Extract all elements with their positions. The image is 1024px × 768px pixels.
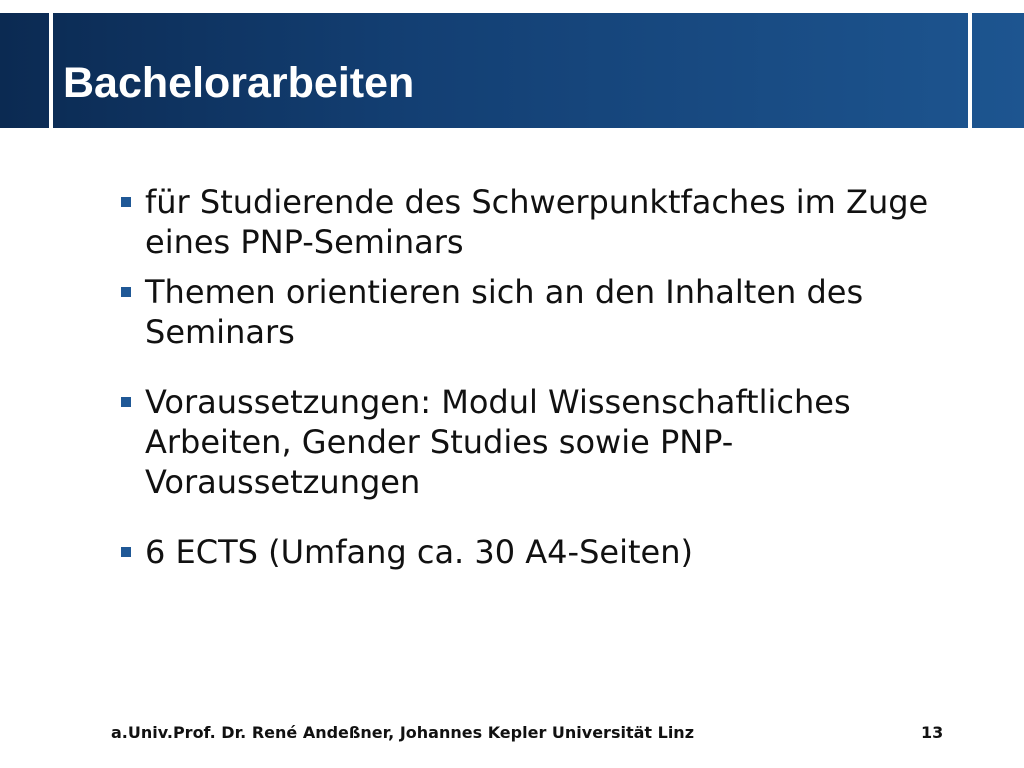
bullet-text: Themen orientieren sich an den Inhalten des Seminars bbox=[145, 273, 864, 351]
banner-divider-left bbox=[49, 13, 53, 128]
bullet-text: Voraussetzungen: Modul Wissenschaftliches Arbeiten, Gender Studies sowie PNP-Voraussetzungen bbox=[145, 383, 851, 501]
bullet-item bbox=[118, 182, 998, 262]
bullet-text: für Studierende des Schwerpunktfaches im Zuge eines PNP-Seminars bbox=[145, 183, 929, 261]
banner-divider-right bbox=[968, 13, 972, 128]
square-bullet-icon bbox=[121, 287, 131, 297]
bullet-item bbox=[118, 272, 998, 352]
bullet-item bbox=[118, 532, 998, 572]
bullet-item bbox=[118, 382, 998, 502]
slide-title: Bachelorarbeiten bbox=[63, 59, 415, 107]
square-bullet-icon bbox=[121, 197, 131, 207]
square-bullet-icon bbox=[121, 547, 131, 557]
bullet-list bbox=[118, 182, 998, 572]
footer-author: a.Univ.Prof. Dr. René Andeßner, Johannes Kepler Universität Linz bbox=[111, 723, 694, 742]
page-number: 13 bbox=[921, 723, 944, 742]
title-banner bbox=[0, 13, 1024, 128]
bullet-text: 6 ECTS (Umfang ca. 30 A4-Seiten) bbox=[145, 533, 693, 571]
square-bullet-icon bbox=[121, 397, 131, 407]
